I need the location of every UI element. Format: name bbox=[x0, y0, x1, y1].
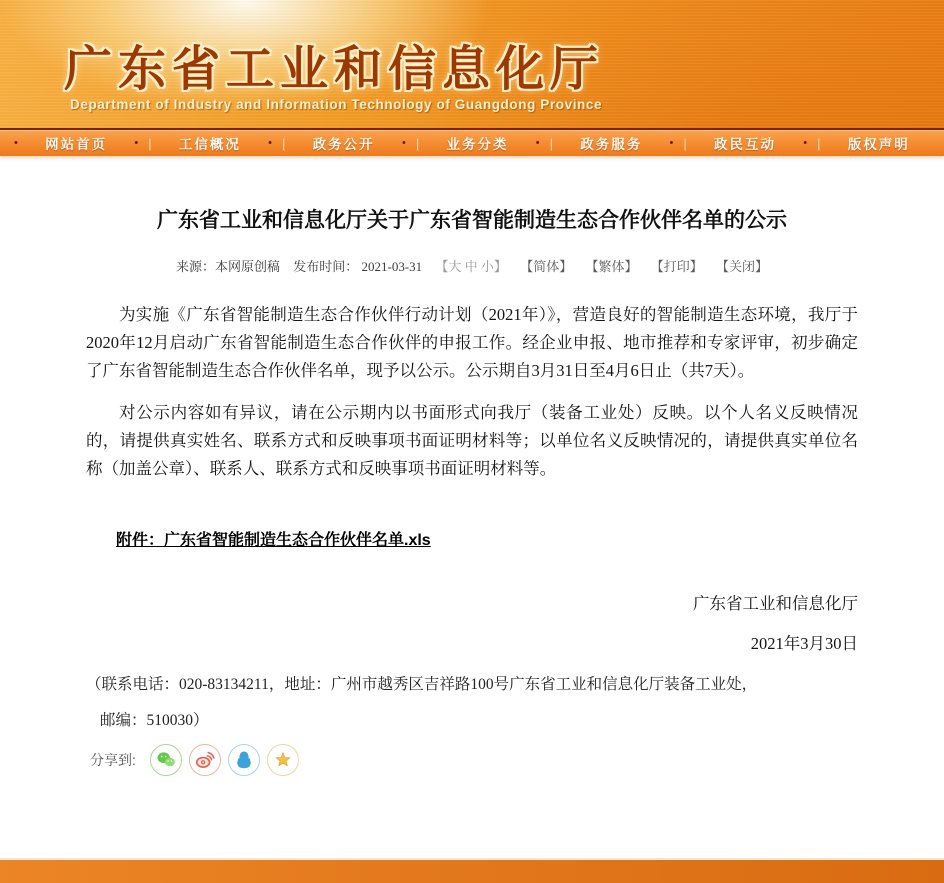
signature-department: 广东省工业和信息化厅 bbox=[693, 594, 858, 613]
article-content bbox=[0, 204, 944, 858]
star-icon bbox=[272, 749, 294, 771]
share-favorite-button[interactable] bbox=[267, 744, 299, 776]
share-qq-button[interactable] bbox=[228, 744, 260, 776]
nav-separator bbox=[670, 136, 687, 151]
nav-separator bbox=[536, 136, 553, 151]
contact-info-line2: 邮编：510030） bbox=[100, 712, 209, 729]
close-button[interactable]: 【关闭】 bbox=[715, 259, 768, 274]
share-row bbox=[90, 744, 944, 776]
nav-bullet-icon: • bbox=[134, 136, 139, 149]
contact-info-line1: （联系电话：020-83134211，地址：广州市越秀区吉祥路100号广东省工业和信息化厅装备工业处， bbox=[86, 676, 758, 693]
nav-item-home[interactable]: 网站首页 bbox=[45, 137, 108, 152]
nav-item-interaction[interactable]: 政民互动 bbox=[714, 137, 777, 152]
nav-bullet-icon: • bbox=[535, 136, 540, 149]
attachment-link[interactable]: 附件：广东省智能制造生态合作伙伴名单.xls bbox=[116, 532, 431, 549]
paragraph-1: 为实施《广东省智能制造生态合作伙伴行动计划（2021年）》，营造良好的智能制造生态环境，我厅于2020年12月启动广东省智能制造生态合作伙伴的申报工作。经企业申报、地市推荐和专家评审，初步确定了广东省智能制造生态合作伙伴名单，现予以公示。公示期自3月31日至4月6日止（共7天）。 bbox=[86, 305, 858, 380]
share-wechat-button[interactable] bbox=[150, 744, 182, 776]
nav-pipe: | bbox=[817, 135, 821, 151]
nav-item-business-categories[interactable]: 业务分类 bbox=[446, 137, 509, 152]
nav-pipe: | bbox=[683, 135, 687, 151]
nav-separator bbox=[803, 136, 820, 151]
main-nav bbox=[0, 128, 944, 156]
qq-icon bbox=[233, 749, 255, 771]
signature-date: 2021年3月30日 bbox=[750, 634, 858, 653]
nav-bullet-icon: • bbox=[401, 136, 406, 149]
site-banner bbox=[0, 0, 944, 128]
nav-item-overview[interactable]: 工信概况 bbox=[178, 137, 241, 152]
weibo-icon bbox=[194, 749, 216, 771]
print-button[interactable]: 【打印】 bbox=[650, 259, 703, 274]
site-subtitle-english: Department of Industry and Information Technology of Guangdong Province bbox=[70, 97, 603, 112]
meta-publish-date: 发布时间： 2021-03-31 bbox=[293, 259, 423, 274]
nav-bullet-icon: • bbox=[14, 136, 18, 149]
nav-separator bbox=[402, 136, 419, 151]
nav-bullet-icon: • bbox=[803, 136, 808, 149]
wechat-icon bbox=[155, 749, 177, 771]
nav-item-public-affairs[interactable]: 政务公开 bbox=[312, 137, 375, 152]
nav-separator bbox=[268, 136, 285, 151]
traditional-button[interactable]: 【繁体】 bbox=[585, 259, 638, 274]
meta-source: 来源：本网原创稿 bbox=[175, 259, 280, 274]
page-footer bbox=[0, 858, 944, 883]
site-title: 广东省工业和信息化厅 bbox=[64, 43, 605, 96]
nav-pipe: | bbox=[415, 135, 420, 151]
attachment-row bbox=[86, 527, 858, 550]
share-label: 分享到: bbox=[90, 752, 136, 768]
nav-item-services[interactable]: 政务服务 bbox=[580, 137, 643, 152]
nav-bullet-icon: • bbox=[669, 136, 674, 149]
nav-pipe: | bbox=[148, 135, 152, 151]
article-title: 广东省工业和信息化厅关于广东省智能制造生态合作伙伴名单的公示 bbox=[157, 209, 787, 232]
font-size-control[interactable]: 【大 中 小】 bbox=[435, 259, 507, 274]
article-meta bbox=[0, 256, 944, 275]
paragraph-2: 对公示内容如有异议，请在公示期内以书面形式向我厅（装备工业处）反映。以个人名义反映情况的，请提供真实姓名、联系方式和反映事项书面证明材料等；以单位名义反映情况的，请提供真实单位名称（加盖公章）、联系人、联系方式和反映事项书面证明材料等。 bbox=[86, 403, 858, 478]
nav-item-copyright[interactable]: 版权声明 bbox=[847, 137, 910, 152]
nav-pipe: | bbox=[282, 135, 286, 151]
nav-bullet-icon: • bbox=[268, 136, 273, 149]
nav-pipe: | bbox=[549, 135, 553, 151]
simplified-button[interactable]: 【简体】 bbox=[520, 259, 573, 274]
nav-separator bbox=[134, 136, 151, 151]
share-weibo-button[interactable] bbox=[189, 744, 221, 776]
